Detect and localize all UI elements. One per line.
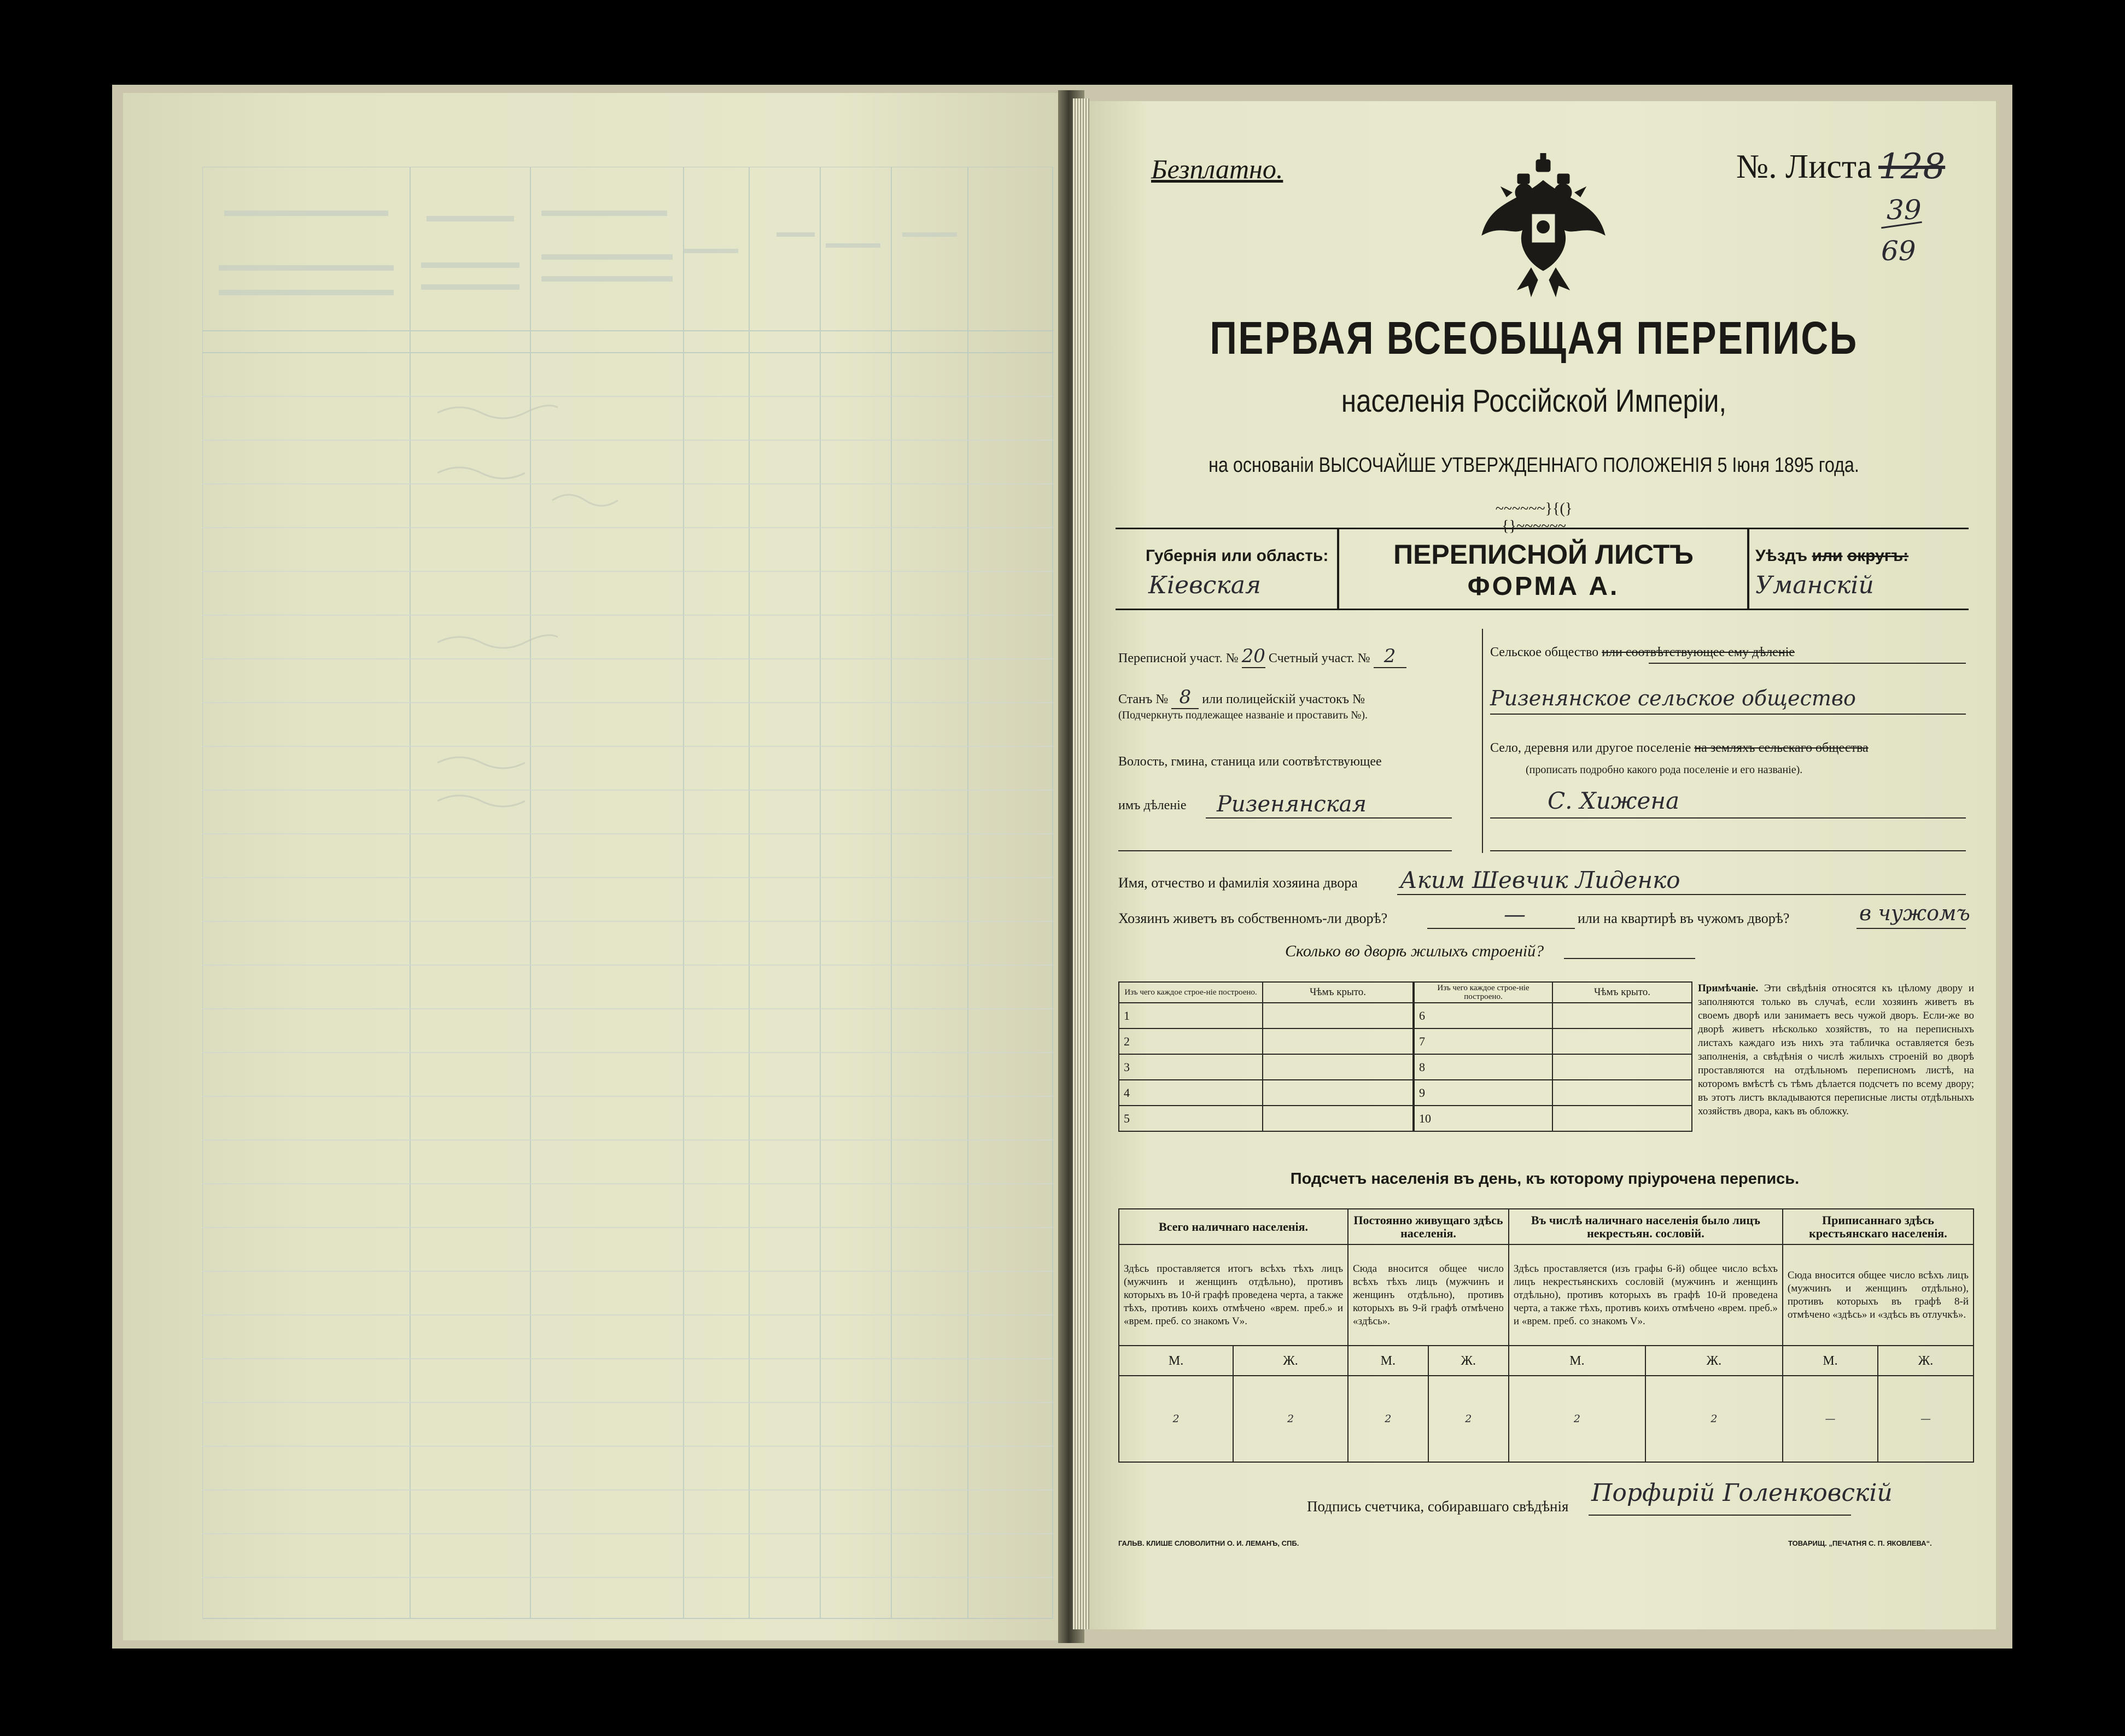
footer-right-imprint: ТОВАРИЩ. „ПЕЧАТНЯ С. П. ЯКОВЛЕВА“.	[1788, 1539, 1932, 1547]
buildings-roof-cell[interactable]	[1263, 1028, 1413, 1054]
page-stack-edge	[1073, 98, 1089, 1629]
sheet-sub-number-2: 69	[1881, 235, 1916, 267]
stan-or-label: или полицейскій участокъ №	[1202, 692, 1365, 706]
uezd-or: или	[1812, 547, 1843, 565]
signature-label: Подпись счетчика, собиравшаго свѣдѣнія	[1307, 1498, 1569, 1515]
signature-line	[1589, 1515, 1851, 1516]
sheet-number-value: 128	[1878, 147, 1946, 187]
owner-name-line	[1397, 894, 1966, 895]
owner-name-value[interactable]: Аким Шевчик Лиденко	[1400, 867, 1680, 893]
buildings-roof-cell[interactable]	[1263, 1054, 1413, 1080]
lives-rent-value[interactable]: в чужомъ	[1859, 901, 1970, 925]
lives-rent-line	[1857, 928, 1966, 929]
buildings-row-6: 6	[1414, 1003, 1552, 1028]
uchastok-label: Переписной участ. №	[1118, 651, 1239, 665]
form-subtitle: населенія Россійской Имперіи,	[1341, 383, 1727, 419]
uezd-label: Уѣздъ	[1755, 547, 1808, 565]
count-registered-zh-value[interactable]: —	[1878, 1376, 1974, 1462]
footer-left-imprint: ГАЛЬВ. КЛИШЕ СЛОВОЛИТНИ О. И. ЛЕМАНЪ, СПБ.	[1118, 1539, 1299, 1547]
obshchestvo-label: Сельское общество	[1490, 645, 1599, 659]
count-permanent-m-value[interactable]: 2	[1348, 1376, 1428, 1462]
count-present-zh-header: Ж.	[1233, 1346, 1348, 1376]
obshchestvo-line	[1649, 663, 1966, 664]
count-nonpeasant-m-value[interactable]: 2	[1509, 1376, 1645, 1462]
count-nonpeasant-zh-header: Ж.	[1645, 1346, 1783, 1376]
left-page-ghost-table	[202, 167, 1055, 1621]
count-col-present-title: Всего наличнаго населенія.	[1119, 1209, 1348, 1244]
buildings-row-3: 3	[1119, 1054, 1263, 1080]
selo-line	[1490, 817, 1966, 819]
buildings-row-4: 4	[1119, 1080, 1263, 1106]
location-divider	[1482, 629, 1483, 853]
gubernia-label: Губернія или область:	[1146, 547, 1329, 565]
count-present-m-header: М.	[1119, 1346, 1233, 1376]
count-col-nonpeasant-title: Въ числѣ наличнаго населенія было лицъ некрестьян. сословій.	[1509, 1209, 1783, 1244]
count-registered-m-value[interactable]: —	[1783, 1376, 1878, 1462]
ornament-divider: ~~~~~~}{(}{}~~~~~~	[1495, 500, 1573, 535]
buildings-row-1: 1	[1119, 1003, 1263, 1028]
form-title: ПЕРВАЯ ВСЕОБЩАЯ ПЕРЕПИСЬ	[1210, 312, 1858, 364]
buildings-row-2: 2	[1119, 1028, 1263, 1054]
schetny-value[interactable]: 2	[1374, 645, 1406, 668]
buildings-roof-cell[interactable]	[1552, 1106, 1692, 1131]
form-variant: ФОРМА А.	[1467, 572, 1620, 601]
buildings-row-10: 10	[1414, 1106, 1552, 1131]
count-col-registered-desc: Сюда вносится общее число всѣхъ лицъ (мужчинъ и женщинъ отдѣльно), противъ которыхъ въ графѣ 8-й отмѣчено «здѣсь» и «здѣсь въ отлучкѣ».	[1783, 1244, 1974, 1346]
gubernia-value[interactable]: Кіевская	[1148, 571, 1262, 599]
buildings-row-7: 7	[1414, 1028, 1552, 1054]
count-nonpeasant-zh-value[interactable]: 2	[1645, 1376, 1783, 1462]
selo-row	[1490, 741, 1869, 756]
form-name: ПЕРЕПИСНОЙ ЛИСТЪ	[1393, 539, 1694, 570]
lives-own-line	[1427, 928, 1575, 929]
count-heading: Подсчетъ населенія въ день, къ которому пріурочена перепись.	[1290, 1170, 1800, 1188]
buildings-roof-cell[interactable]	[1552, 1003, 1692, 1028]
lives-own-value[interactable]: —	[1504, 902, 1526, 927]
uezd-struck-option: округъ:	[1847, 547, 1909, 565]
stan-value[interactable]: 8	[1171, 686, 1199, 709]
sheet-sub-number-1: 39	[1887, 194, 1922, 226]
selo-line-2	[1490, 850, 1966, 851]
buildings-row-5: 5	[1119, 1106, 1263, 1131]
obshchestvo-value-line	[1490, 714, 1966, 715]
buildings-roof-cell[interactable]	[1263, 1106, 1413, 1131]
buildings-col-roof: Чѣмъ крыто.	[1552, 982, 1692, 1003]
uezd-label-group	[1755, 547, 1908, 565]
owner-name-label: Имя, отчество и фамилія хозяина двора	[1118, 875, 1358, 891]
buildings-col-material: Изъ чего каждое строе-ніе построено.	[1119, 982, 1263, 1003]
count-col-nonpeasant-desc: Здѣсь проставляется (изъ графы 6-й) общее число всѣхъ лицъ некрестьянскихъ сословій (мужчинъ и женщинъ отдѣльно), противъ которыхъ въ графѣ 10-й проведена черта, а также тѣхъ, противъ коихъ отмѣчено «врем. преб.» и «врем. преб. со знакомъ V».	[1509, 1244, 1783, 1346]
buildings-row-9: 9	[1414, 1080, 1552, 1106]
count-col-permanent-desc: Сюда вносится общее число всѣхъ тѣхъ лицъ (мужчинъ и женщинъ отдѣльно), противъ которыхъ въ 9-й графѣ отмѣчено «здѣсь».	[1348, 1244, 1509, 1346]
buildings-answer-line	[1564, 958, 1695, 959]
obshchestvo-struck: или соотвѣтствующее ему дѣленіе	[1602, 645, 1795, 659]
count-present-zh-value[interactable]: 2	[1233, 1376, 1348, 1462]
uezd-value[interactable]: Уманскій	[1755, 571, 1874, 599]
count-registered-m-header: М.	[1783, 1346, 1878, 1376]
lives-rent-label: или на квартирѣ въ чужомъ дворѣ?	[1578, 910, 1790, 926]
selo-value[interactable]: С. Хижена	[1548, 787, 1680, 814]
buildings-table-right	[1414, 981, 1692, 1132]
note-title: Примѣчаніе.	[1698, 983, 1759, 994]
count-present-m-value[interactable]: 2	[1119, 1376, 1233, 1462]
buildings-roof-cell[interactable]	[1552, 1080, 1692, 1106]
volost-label-2: имъ дѣленіе	[1118, 798, 1187, 813]
population-count-table	[1118, 1208, 1974, 1463]
volost-line	[1206, 817, 1452, 819]
selo-note: (прописать подробно какого рода поселеніе и его названіе).	[1526, 764, 1803, 776]
form-header-divider-right	[1747, 528, 1749, 609]
count-col-present-desc: Здѣсь проставляется итогъ всѣхъ тѣхъ лицъ (мужчинъ и женщинъ отдѣльно), противъ которыхъ въ 10-й графѣ проведена черта, а также тѣхъ, противъ коихъ отмѣчено «врем. преб.» и «врем. преб. со знакомъ V».	[1119, 1244, 1348, 1346]
obshchestvo-row	[1490, 645, 1795, 660]
buildings-roof-cell[interactable]	[1552, 1054, 1692, 1080]
signature-value[interactable]: Порфирій Голенковскій	[1591, 1479, 1893, 1507]
volost-label: Волость, гмина, станица или соотвѣтствующее	[1118, 755, 1382, 769]
double-headed-eagle-icon	[1479, 153, 1608, 298]
count-nonpeasant-m-header: М.	[1509, 1346, 1645, 1376]
stan-row	[1118, 686, 1365, 709]
volost-value[interactable]: Ризенянская	[1217, 792, 1367, 817]
buildings-col-roof: Чѣмъ крыто.	[1263, 982, 1413, 1003]
buildings-roof-cell[interactable]	[1263, 1080, 1413, 1106]
buildings-col-material: Изъ чего каждое строе-ніе построено.	[1414, 982, 1552, 1003]
selo-struck: на земляхъ сельскаго общества	[1694, 741, 1869, 755]
buildings-question: Сколько во дворѣ жилыхъ строеній?	[1285, 942, 1544, 960]
obshchestvo-value[interactable]: Ризенянское сельское общество	[1490, 686, 1856, 710]
count-registered-zh-header: Ж.	[1878, 1346, 1974, 1376]
volost-line-2	[1118, 850, 1452, 851]
count-permanent-zh-header: Ж.	[1428, 1346, 1509, 1376]
buildings-roof-cell[interactable]	[1552, 1028, 1692, 1054]
sheet-number-label: №. Листа	[1736, 148, 1872, 185]
stan-note: (Подчеркнуть подлежащее названіе и проставить №).	[1118, 709, 1368, 721]
form-legal-basis: на основаніи ВЫСОЧАЙШЕ УТВЕРЖДЕННАГО ПОЛОЖЕНІЯ 5 Іюня 1895 года.	[1209, 454, 1859, 477]
uchastok-value[interactable]: 20	[1241, 645, 1265, 667]
buildings-note	[1698, 981, 1974, 1118]
count-permanent-m-header: М.	[1348, 1346, 1428, 1376]
stan-label: Станъ №	[1118, 692, 1169, 706]
buildings-row-8: 8	[1414, 1054, 1552, 1080]
buildings-roof-cell[interactable]	[1263, 1003, 1413, 1028]
free-label: Безплатно.	[1151, 154, 1283, 184]
buildings-table-left	[1118, 981, 1414, 1132]
uchastok-row	[1118, 645, 1406, 668]
lives-own-label: Хозяинъ живетъ въ собственномъ-ли дворѣ?	[1118, 910, 1388, 926]
count-col-permanent-title: Постоянно живущаго здѣсь населенія.	[1348, 1209, 1509, 1244]
note-text: Эти свѣдѣнія относятся къ цѣлому двору и заполняются только въ случаѣ, если хозяинъ живетъ въ своемъ дворѣ или занимаетъ весь чужой дворъ. Если-же во дворѣ живетъ нѣсколько хозяйствъ, то на переписныхъ листахъ каждаго изъ нихъ эта табличка оставляется безъ заполненія, а свѣдѣнія о числѣ жилыхъ строеній во дворѣ проставляются на отдѣльномъ переписномъ листѣ, на которомъ вмѣстѣ съ тѣмъ дѣлается подсчетъ по всему двору; въ этотъ листъ вкладываются переписные листы отдѣльныхъ хозяйствъ двора, какъ въ обложку.	[1698, 983, 1975, 1117]
selo-label: Село, деревня или другое поселеніе	[1490, 741, 1691, 755]
form-header-divider-left	[1337, 528, 1339, 609]
schetny-label: Счетный участ. №	[1268, 651, 1370, 665]
count-permanent-zh-value[interactable]: 2	[1428, 1376, 1509, 1462]
count-col-registered-title: Приписаннаго здѣсь крестьянскаго населенія.	[1783, 1209, 1974, 1244]
